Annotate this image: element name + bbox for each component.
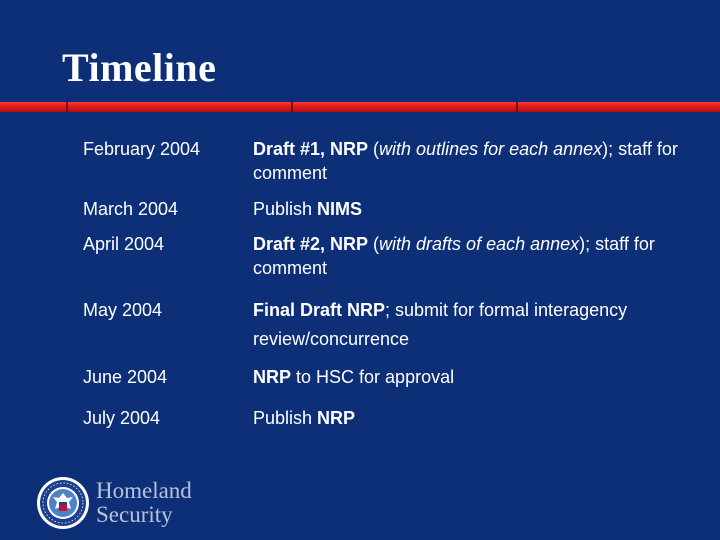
timeline-description <box>253 365 683 389</box>
desc-text: Publish <box>253 408 318 428</box>
logo-line-homeland: Homeland <box>96 478 192 503</box>
divider-tick <box>291 102 293 112</box>
timeline-description <box>253 406 683 430</box>
timeline-description <box>253 296 683 354</box>
timeline-description <box>253 137 683 185</box>
dhs-seal-icon <box>36 476 90 530</box>
desc-bold: NRP <box>317 408 356 428</box>
dhs-logo <box>36 476 226 530</box>
timeline-description <box>253 232 683 280</box>
desc-bold: Draft #2, NRP <box>253 234 369 254</box>
desc-text: ( <box>368 139 380 159</box>
timeline-date: May 2004 <box>83 300 163 320</box>
timeline-date: February 2004 <box>83 139 201 159</box>
desc-bold: Final Draft NRP <box>253 300 386 320</box>
desc-text: to HSC for approval <box>291 367 455 387</box>
timeline-description <box>253 197 683 221</box>
desc-text: ); staff for comment <box>253 139 678 183</box>
slide-title: Timeline <box>62 45 217 90</box>
desc-bold: NRP <box>253 367 292 387</box>
desc-bold: Draft #1, NRP <box>253 139 369 159</box>
logo-text <box>96 479 192 527</box>
desc-text: ( <box>368 234 380 254</box>
desc-text: ); staff for comment <box>253 234 655 278</box>
logo-line-security: Security <box>96 502 173 527</box>
desc-bold: NIMS <box>317 199 363 219</box>
desc-text: ; submit for formal interagency review/concurrence <box>253 300 628 349</box>
divider-tick <box>516 102 518 112</box>
desc-italic: with outlines for each annex <box>379 139 603 159</box>
timeline-date: June 2004 <box>83 367 168 387</box>
timeline-date: July 2004 <box>83 408 161 428</box>
divider-tick <box>66 102 68 112</box>
timeline-date: March 2004 <box>83 199 179 219</box>
timeline-date: April 2004 <box>83 234 165 254</box>
title-divider <box>0 102 720 112</box>
desc-italic: with drafts of each annex <box>379 234 580 254</box>
desc-text: Publish <box>253 199 318 219</box>
